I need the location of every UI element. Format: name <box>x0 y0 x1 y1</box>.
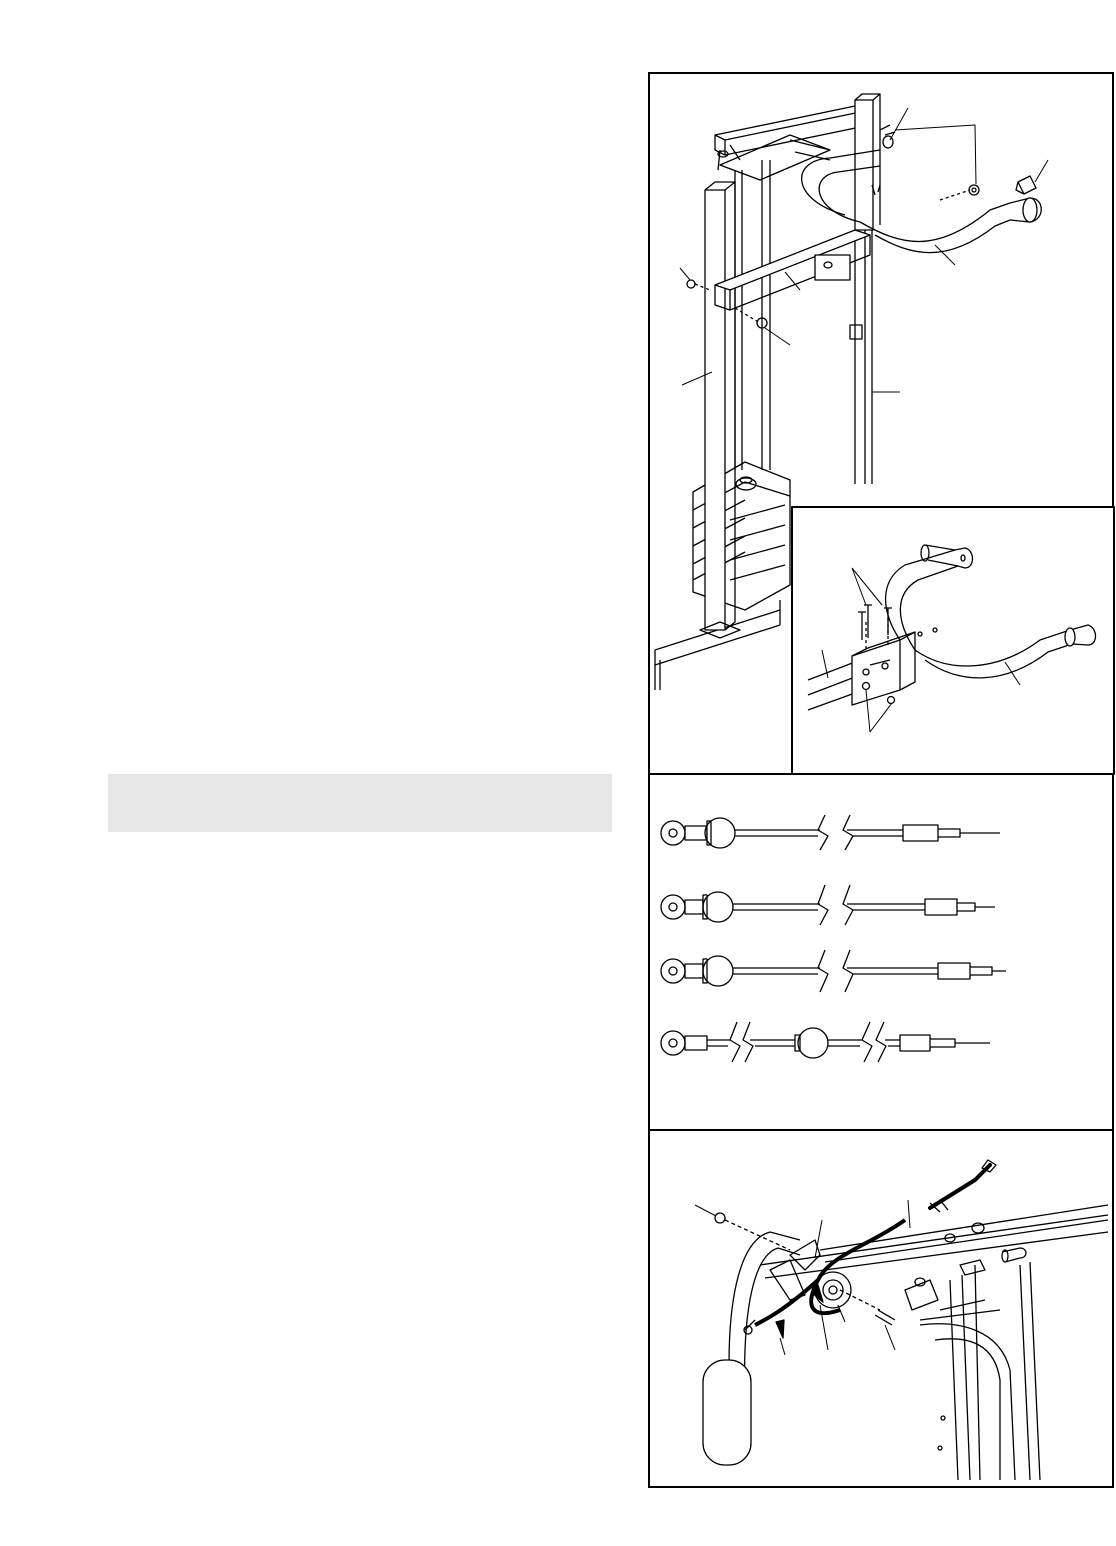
cable-4 <box>661 1022 990 1062</box>
handlebar <box>802 125 1042 253</box>
cable-3 <box>661 950 1006 992</box>
cable-1 <box>661 815 1000 850</box>
mid-crossbar <box>715 230 870 310</box>
figure-2-cables <box>661 815 1006 1062</box>
cable-2 <box>661 885 995 925</box>
figure-3-pulley <box>695 1160 1108 1480</box>
